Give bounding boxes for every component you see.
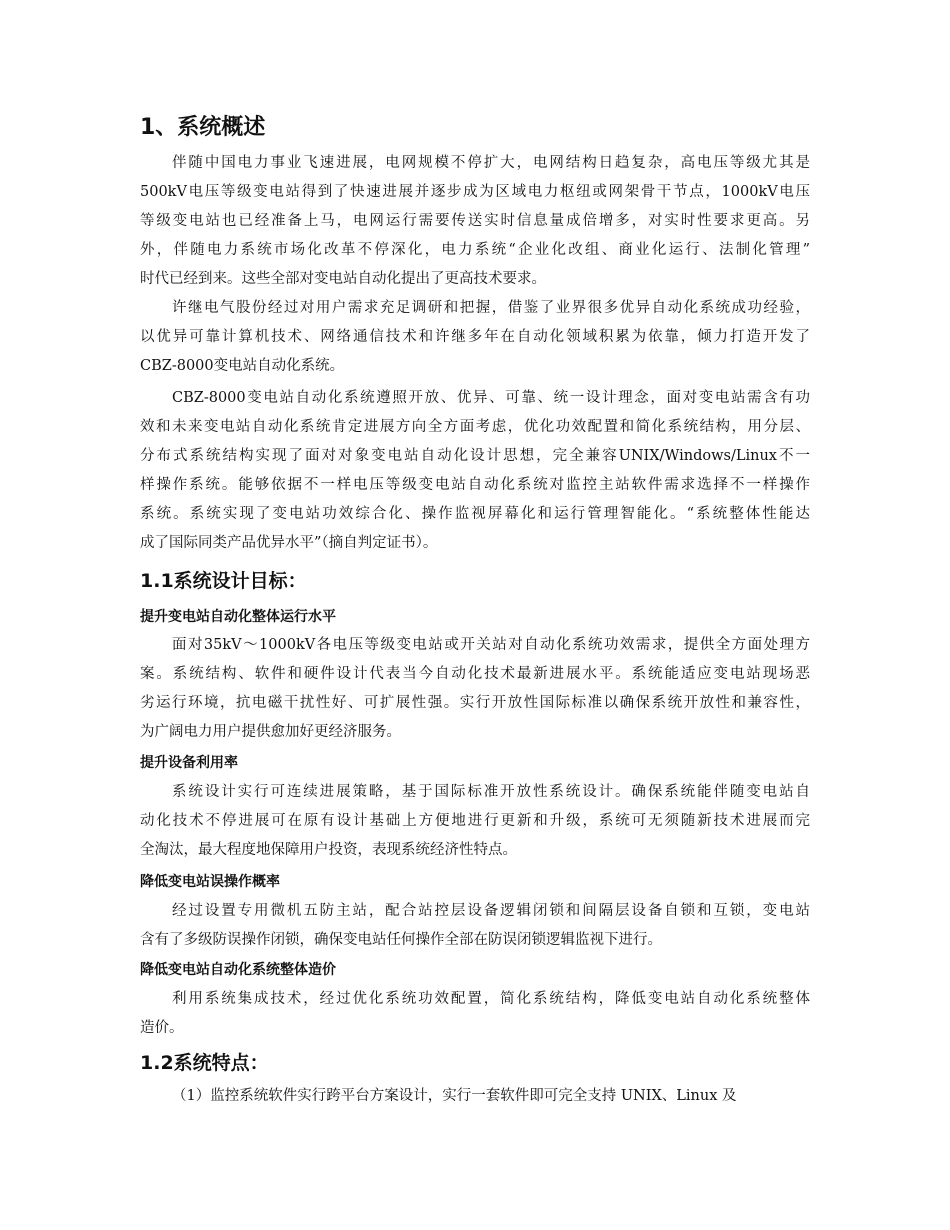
paragraph-line: 以优异可靠计算机技术、网络通信技术和许继多年在自动化领域积累为依靠，倾力打造开发了 — [140, 329, 810, 345]
paragraph-line: 造价。 — [140, 1020, 184, 1036]
subsection-heading: 降低变电站误操作概率 — [140, 874, 280, 890]
paragraph-line: 样操作系统。能够依据不一样电压等级变电站自动化系统对监控主站软件需求选择不一样操作 — [140, 477, 810, 493]
paragraph-line: 伴随中国电力事业飞速进展，电网规模不停扩大，电网结构日趋复杂，高电压等级尤其是 — [172, 155, 810, 171]
subsection-heading: 降低变电站自动化系统整体造价 — [140, 962, 336, 978]
paragraph-line: 许继电气股份经过对用户需求充足调研和把握，借鉴了业界很多优异自动化系统成功经验， — [172, 300, 810, 316]
paragraph-line: 利用系统集成技术，经过优化系统功效配置，简化系统结构，降低变电站自动化系统整体 — [172, 991, 810, 1007]
paragraph-line: CBZ-8000变电站自动化系统。 — [140, 358, 345, 374]
paragraph-line: 动化技术不停进展可在原有设计基础上方便地进行更新和升级，系统可无须随新技术进展而完 — [140, 813, 810, 829]
paragraph-line: CBZ-8000变电站自动化系统遵照开放、优异、可靠、统一设计理念，面对变电站需含有功 — [172, 390, 810, 406]
paragraph-line: 时代已经到来。这些全部对变电站自动化提出了更高技术要求。 — [140, 271, 546, 287]
paragraph-line: 成了国际同类产品优异水平”（摘自判定证书）。 — [140, 535, 438, 551]
section-heading-1-2: 1.2系统特点： — [140, 1052, 269, 1074]
paragraph-line: 效和未来变电站自动化系统肯定进展方向全方面考虑，优化功效配置和简化系统结构，用分层、 — [140, 419, 810, 435]
section-heading-1: 1、系统概述 — [140, 115, 266, 140]
paragraph-line: 含有了多级防误操作闭锁，确保变电站任何操作全部在防误闭锁逻辑监视下进行。 — [140, 932, 662, 948]
paragraph-line: 为广阔电力用户提供愈加好更经济服务。 — [140, 724, 401, 740]
subsection-heading: 提升设备利用率 — [140, 755, 238, 771]
paragraph-line: 500kV电压等级变电站得到了快速进展并逐步成为区域电力枢纽或网架骨干节点，1000kV电压 — [140, 184, 810, 200]
paragraph-line: 面对35kV～1000kV各电压等级变电站或开关站对自动化系统功效需求，提供全方面处理方 — [172, 637, 810, 653]
paragraph-line: 系统。系统实现了变电站功效综合化、操作监视屏幕化和运行管理智能化。“系统整体性能达 — [140, 506, 810, 522]
paragraph-line: 分布式系统结构实现了面对对象变电站自动化设计思想，完全兼容UNIX/Windows/Linux不一 — [140, 448, 810, 464]
paragraph-line: （1）监控系统软件实行跨平台方案设计，实行一套软件即可完全支持 UNIX、Linux 及 — [172, 1088, 737, 1104]
section-heading-1-1: 1.1系统设计目标： — [140, 570, 307, 592]
paragraph-line: 全淘汰，最大程度地保障用户投资，表现系统经济性特点。 — [140, 842, 517, 858]
paragraph-line: 外，伴随电力系统市场化改革不停深化，电力系统“企业化改组、商业化运行、法制化管理” — [140, 242, 810, 258]
paragraph-line: 经过设置专用微机五防主站，配合站控层设备逻辑闭锁和间隔层设备自锁和互锁，变电站 — [172, 903, 810, 919]
paragraph-line: 等级变电站也已经准备上马，电网运行需要传送实时信息量成倍增多，对实时性要求更高。另 — [140, 213, 810, 229]
paragraph-line: 系统设计实行可连续进展策略，基于国际标准开放性系统设计。确保系统能伴随变电站自 — [172, 784, 810, 800]
paragraph-line: 劣运行环境，抗电磁干扰性好、可扩展性强。实行开放性国际标准以确保系统开放性和兼容性， — [140, 695, 810, 711]
paragraph-line: 案。系统结构、软件和硬件设计代表当今自动化技术最新进展水平。系统能适应变电站现场恶 — [140, 666, 810, 682]
subsection-heading: 提升变电站自动化整体运行水平 — [140, 609, 336, 625]
